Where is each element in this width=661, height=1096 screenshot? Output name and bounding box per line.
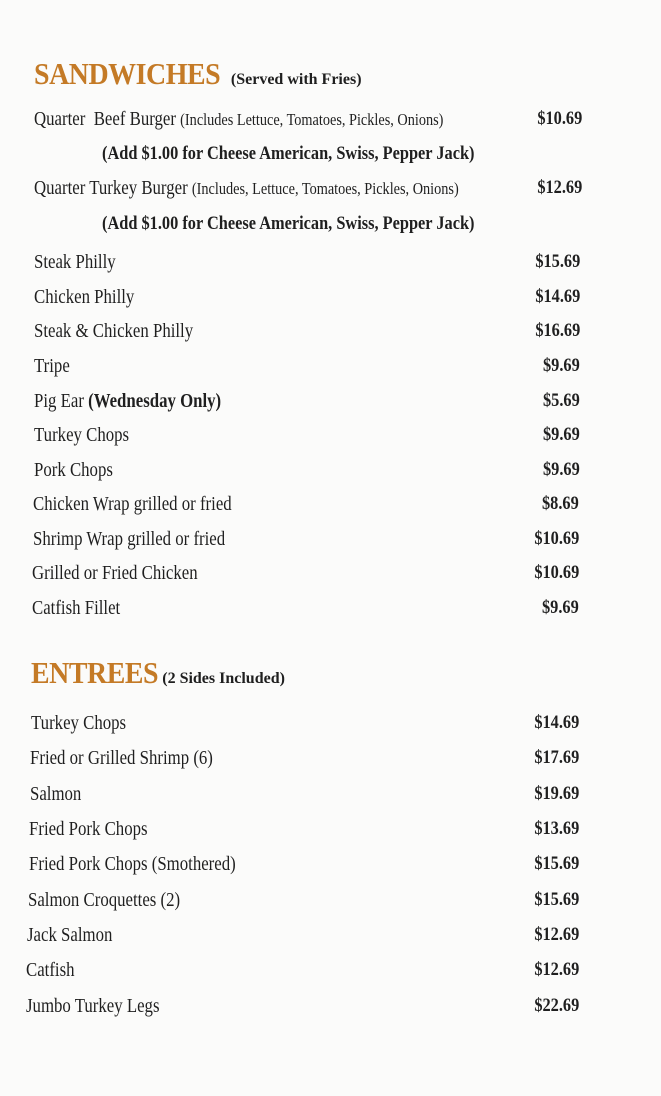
menu-item	[30, 780, 579, 808]
menu-item	[34, 421, 580, 449]
menu-item	[34, 105, 582, 133]
item-name: Quarter Beef Burger (Includes Lettuce, Tomatoes, Pickles, Onions)	[34, 108, 444, 130]
item-price: $10.69	[537, 108, 582, 129]
cheese-addon-note: (Add $1.00 for Cheese American, Swiss, Pepper Jack)	[102, 143, 475, 164]
menu-item	[33, 525, 579, 553]
item-name: Fried Pork Chops (Smothered)	[29, 853, 236, 875]
menu-item	[34, 248, 580, 276]
item-price: $15.69	[534, 889, 579, 910]
menu-item	[32, 559, 579, 587]
item-name: Steak Philly	[34, 251, 116, 273]
item-price: $9.69	[542, 597, 579, 618]
menu-item	[29, 850, 579, 878]
item-price: $14.69	[534, 712, 579, 733]
item-name: Shrimp Wrap grilled or fried	[33, 528, 226, 550]
section-note: (Served with Fries)	[230, 71, 362, 88]
item-name: Tripe	[34, 355, 70, 377]
item-price: $15.69	[535, 251, 580, 272]
item-name: Catfish	[26, 959, 75, 981]
item-name: Steak & Chicken Philly	[34, 320, 194, 342]
item-name: Catfish Fillet	[32, 597, 121, 619]
sandwiches-header	[34, 58, 362, 89]
item-name: Turkey Chops	[34, 424, 130, 446]
item-name: Chicken Wrap grilled or fried	[33, 493, 232, 515]
item-name: Grilled or Fried Chicken	[32, 562, 198, 584]
entrees-header	[31, 657, 285, 688]
item-price: $19.69	[534, 783, 579, 804]
cheese-addon-note: (Add $1.00 for Cheese American, Swiss, Pepper Jack)	[102, 213, 475, 234]
item-name: Chicken Philly	[34, 286, 135, 308]
item-price: $14.69	[535, 286, 580, 307]
item-price: $15.69	[534, 853, 579, 874]
menu-item	[27, 921, 579, 949]
item-name: Fried Pork Chops	[29, 818, 148, 840]
item-price: $9.69	[543, 424, 580, 445]
menu-item	[34, 317, 580, 345]
menu-item	[34, 174, 582, 202]
item-price: $13.69	[534, 818, 579, 839]
item-name: Pig Ear (Wednesday Only)	[34, 390, 222, 412]
item-price: $16.69	[535, 320, 580, 341]
menu-item	[34, 387, 580, 415]
menu-item	[33, 490, 579, 518]
item-price: $5.69	[543, 390, 580, 411]
menu-item	[29, 815, 579, 843]
item-name: Fried or Grilled Shrimp (6)	[30, 747, 213, 769]
item-price: $17.69	[534, 747, 579, 768]
menu-item	[32, 594, 579, 622]
menu-item	[26, 956, 579, 984]
menu-item	[26, 992, 579, 1020]
section-title: SANDWICHES	[34, 56, 221, 91]
menu-item	[34, 283, 580, 311]
menu-item	[30, 744, 579, 772]
item-price: $9.69	[543, 355, 580, 376]
menu-item	[31, 709, 579, 737]
item-price: $8.69	[542, 493, 579, 514]
menu-item	[28, 886, 579, 914]
item-name: Salmon Croquettes (2)	[28, 889, 181, 911]
item-name: Turkey Chops	[31, 712, 127, 734]
section-note: (2 Sides Included)	[162, 670, 285, 687]
item-price: $22.69	[534, 995, 579, 1016]
item-name: Salmon	[30, 783, 82, 805]
menu-item	[34, 352, 580, 380]
section-title: ENTREES	[31, 655, 159, 690]
item-price: $9.69	[543, 459, 580, 480]
item-price: $12.69	[537, 177, 582, 198]
item-name: Pork Chops	[34, 459, 113, 481]
item-name: Jack Salmon	[27, 924, 113, 946]
item-price: $10.69	[534, 562, 579, 583]
item-price: $12.69	[534, 959, 579, 980]
menu-item	[34, 456, 580, 484]
item-name: Quarter Turkey Burger (Includes, Lettuce, Tomatoes, Pickles, Onions)	[34, 177, 459, 199]
item-name: Jumbo Turkey Legs	[26, 995, 160, 1017]
item-price: $10.69	[534, 528, 579, 549]
item-price: $12.69	[534, 924, 579, 945]
